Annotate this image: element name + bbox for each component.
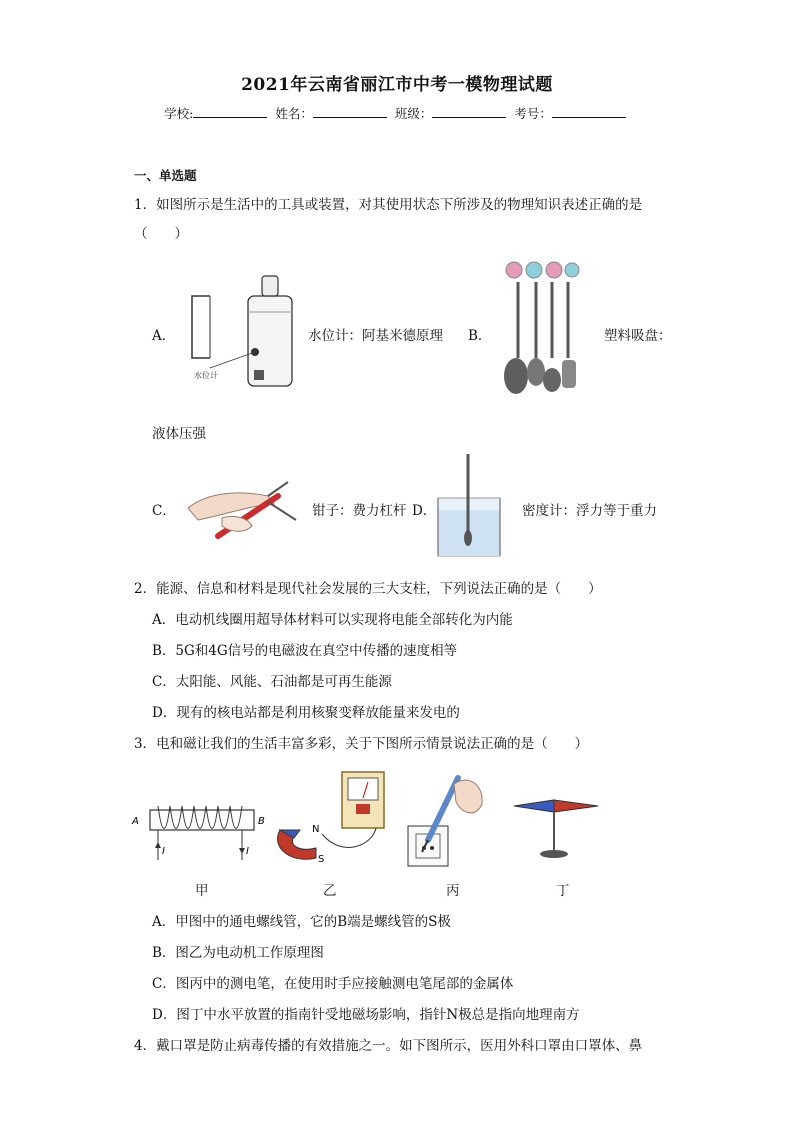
q4-stem: 4．戴口罩是防止病毒传播的有效措施之一。如下图所示，医用外科口罩由口罩体、鼻 [134,1038,643,1054]
suction-hooks-figure [498,258,590,398]
q2-option-c: C．太阳能、风能、石油都是可再生能源 [152,674,392,690]
label-i2: I [246,846,249,857]
name-label: 姓名： [275,106,313,121]
q1-option-a-label: A． [152,328,176,344]
q2-option-b: B．5G和4G信号的电磁波在真空中传播的速度相等 [152,643,458,659]
number-label: 考号： [514,106,552,121]
number-blank[interactable] [552,105,626,118]
q3-option-a: A．甲图中的通电螺线管，它的B端是螺线管的S极 [152,914,451,930]
q2-option-a: A．电动机线圈用超导体材料可以实现将电能全部转化为内能 [152,612,513,628]
test-pencil-figure [402,764,492,868]
q2-stem: 2．能源、信息和材料是现代社会发展的三大支柱，下列说法正确的是（ ） [134,581,602,597]
q1-paren: （ ） [134,226,188,242]
q1-option-d-label: D． [412,503,437,519]
label-i1: I [162,846,165,857]
class-label: 班级： [394,106,433,121]
page-title: 2021年云南省丽江市中考一模物理试题 [241,75,553,95]
q1-option-b-label: B． [468,328,492,344]
pliers-figure [178,474,304,546]
q1-option-d-text: 密度计：浮力等于重力 [522,503,657,519]
class-blank[interactable] [432,105,506,118]
water-heater-figure [180,272,300,390]
student-info-line [0,104,794,122]
q1-option-b-text: 塑料吸盘： [604,328,672,344]
name-blank[interactable] [313,105,387,118]
compass-figure [508,796,604,862]
q1-option-a-text: 水位计：阿基米德原理 [308,328,443,344]
q1-stem: 1．如图所示是生活中的工具或装置，对其使用状态下所涉及的物理知识表述正确的是 [134,197,643,213]
water-gauge-caption: 水位计 [194,371,218,380]
q1-option-c-label: C． [152,503,176,519]
label-s: S [318,854,325,865]
q3-stem: 3．电和磁让我们的生活丰富多彩，关于下图所示情景说法正确的是（ ） [134,736,589,752]
q2-option-d: D．现有的核电站都是利用核聚变释放能量来发电的 [152,705,460,721]
q1-option-b-text-cont: 液体压强 [152,426,206,442]
section-title: 一、单选题 [134,168,197,183]
label-a: A [132,816,139,827]
q3-option-b: B．图乙为电动机工作原理图 [152,945,324,961]
school-label: 学校: [164,106,194,121]
q3-option-d: D．图丁中水平放置的指南针受地磁场影响，指针N极总是指向地理南方 [152,1007,580,1023]
hydrometer-figure [430,452,508,562]
label-b: B [258,816,265,827]
caption-bing: 丙 [446,883,460,899]
label-n: N [312,824,320,835]
school-blank[interactable] [193,105,267,118]
caption-jia: 甲 [195,883,209,899]
solenoid-figure [130,790,276,868]
q1-option-c-text: 钳子：费力杠杆 [312,503,407,519]
q3-option-c: C．图丙中的测电笔，在使用时手应接触测电笔尾部的金属体 [152,976,514,992]
caption-yi: 乙 [323,883,337,899]
galvanometer-magnet-figure [272,768,396,872]
caption-ding: 丁 [556,883,570,899]
